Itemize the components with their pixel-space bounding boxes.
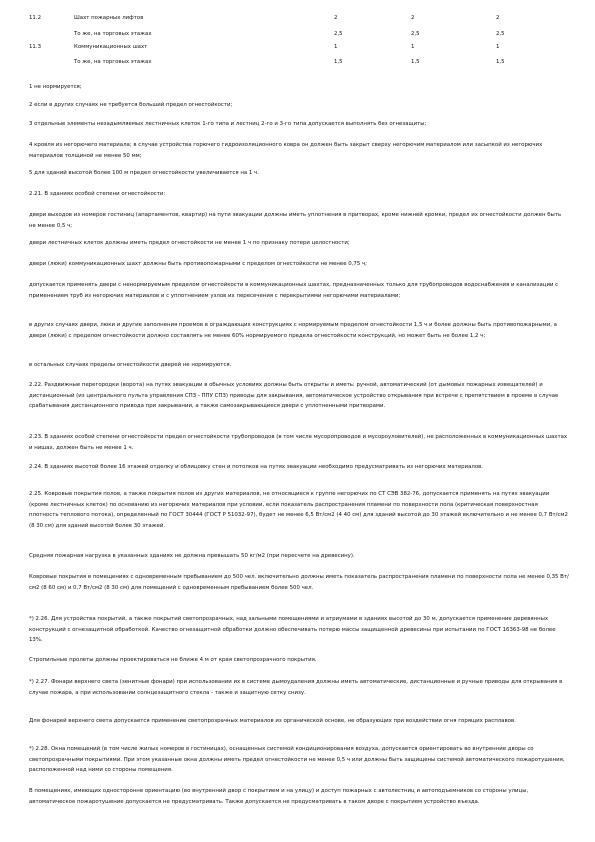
note-paragraph: 5 для зданий высотой более 100 м предел огнестойкости увеличивается на 1 ч. (29, 170, 259, 176)
row-name: То же, на торговых этажах (74, 31, 152, 37)
section-paragraph: 2.23. В зданиях особой степени огнестойкости предел огнестойкости трубопроводов (в том числе мусоропроводов и мусороуловителей), не расположенных в коммуникационных шахтах и нишах, должен быть не менее 1 ч. (29, 434, 568, 451)
section-paragraph: 2.25. Ковровые покрытия полов, а также покрытия полов из других материалов, не относящиеся к группе негорючих по СТ СЭВ 382-76, допускается применять на путях эвакуации (кроме лестничных клеток) по основанию из негорючих материалов при условии, если показатель распространения пламени по поверхности пола (критическая поверхностная плотность теплового потока), определенный по ГОСТ 30444 (ГОСТ Р 51032-97), будет не менее 6,5 Вт/см2 (4 40 см) для зданий высотой до 30 этажей включительно и не менее 0,7 Вт/см2 (8 30 см) для зданий высотой более 30 этажей. (29, 491, 568, 529)
note-paragraph: 2 если в других случаях не требуется больший предел огнестойкости; (29, 102, 233, 108)
body-paragraph: Ковровые покрытия в помещениях с одновременным пребыванием до 500 чел. включительно должны иметь показатель распространения пламени по поверхности пола не менее 0,35 Вт/см2 (8 60 см) и 0,7 Вт/см2 (8 30 см) для помещений с одновременным пребыванием более 500 чел. (29, 574, 569, 591)
body-paragraph: двери (люки) коммуникационных шахт должны быть противопожарными с пределом огнестойкости не менее 0,75 ч; (29, 261, 367, 267)
body-paragraph: Средняя пожарная нагрузка в указанных зданиях не должна превышать 50 кг/м2 (при пересчете на древесину). (29, 553, 355, 559)
note-paragraph: 4 кровля из негорючего материала; в случае устройства горючего гидроизоляционного ковра он должен быть закрыт сверху негорючим материалом или засыпкой из негорючих материалов толщиной не менее 50 мм; (29, 142, 543, 159)
row-number: 11.2 (29, 15, 42, 21)
row-value: 2 (334, 15, 338, 21)
row-value: 2,5 (411, 31, 420, 37)
body-paragraph: в остальных случаях пределы огнестойкости дверей не нормируются. (29, 362, 232, 368)
row-name: Коммуникационных шахт (74, 44, 148, 50)
row-number: 11.3 (29, 44, 42, 50)
body-paragraph: В помещениях, имеющих односторонне ориентацию (во внутренний двор с покрытием и на улицу) и доступ пожарных с автолестниц и автоподъемников со стороны улицы, автоматическое пожаротушение допускается не предусматривать. Также допускается не предусматривать в таком дворе с покрытием устройство въезда. (29, 788, 529, 805)
row-value: 2,5 (496, 31, 505, 37)
row-value: 1 (334, 44, 338, 50)
section-paragraph: 2.21. В зданиях особой степени огнестойкости: (29, 191, 166, 197)
row-value: 2,5 (334, 31, 343, 37)
row-value: 2 (496, 15, 500, 21)
body-paragraph: Стропильные пролеты должны проектироваться не ближе 4 м от края светопрозрачного покрытия. (29, 657, 317, 663)
body-paragraph: двери лестничных клеток должны иметь предел огнестойкости не менее 1 ч по признаку потери целостности; (29, 240, 350, 246)
table-row (0, 42, 595, 53)
row-name: Шахт пожарных лифтов (74, 15, 144, 21)
body-paragraph: Для фонарей верхнего света допускается применение светопрозрачных материалов из органической основе, не образующих при воздействии огня горящих расплавов. (29, 718, 516, 724)
section-paragraph: *) 2.26. Для устройства покрытий, а также покрытий светопрозрачных, над зальными помещениями и атриумами в зданиях высотой до 30 м, допускается применение деревянных конструкций с огнезащитной обработкой. Качество огнезащитной обработки должно обеспечивать потерю массы защищенной древесины при испытании по ГОСТ 16363-98 не более 13%. (29, 616, 556, 643)
row-value: 1,5 (334, 59, 343, 65)
table-row (0, 13, 595, 24)
section-paragraph: 2.22. Раздвижные перегородки (ворота) на путях эвакуации в обычных условиях должны быть открыты и иметь: ручной, автоматический (от дымовых пожарных извещателей) и дистанционный (из центрального пульта управления СПЗ - ППУ СПЗ) приводы для закрывания, автоматическое устройство открывания при встрече с препятствием в проеме в случае срабатывания дистанционного привода при закрывании, а также самозакрывающиеся двери с уплотненными притворами. (29, 382, 559, 409)
note-paragraph: 1 не нормируется; (29, 84, 82, 90)
row-value: 1,5 (411, 59, 420, 65)
row-name: То же, на торговых этажах (74, 59, 152, 65)
row-value: 1,5 (496, 59, 505, 65)
section-paragraph: 2.24. В зданиях высотой более 16 этажей отделку и облицовку стен и потолков на путях эвакуации необходимо предусматривать из негорючих материалов. (29, 464, 484, 470)
table-row (0, 29, 595, 40)
body-paragraph: допускается применять двери с ненормируемым пределом огнестойкости в коммуникационных шахтах, предназначенных только для трубопроводов водоснабжения и канализации с применением труб из негорючих материалов и с уплотнением узлов их пересечения с перекрытиями негорючими материалами; (29, 282, 559, 299)
row-value: 1 (496, 44, 500, 50)
note-paragraph: 3 отдельные элементы незадымляемых лестничных клеток 1-го типа и лестниц 2-го и 3-го типа допускается выполнять без огнезащиты; (29, 121, 427, 127)
row-value: 1 (411, 44, 415, 50)
table-row (0, 57, 595, 68)
body-paragraph: в других случаях двери, люки и другие заполнения проемов в ограждающих конструкциях с нормируемым пределом огнестойкости 1,5 ч и более должны быть противопожарными, а двери (люки) с пределом огнестойкости должно составлять не менее 60% нормируемого предела огнестойкости конструкций, но может быть не более 1,2 ч; (29, 322, 557, 339)
section-paragraph: *) 2.28. Окна помещений (в том числе жилых номеров в гостиницах), оснащенных системой кондиционирования воздуха, допускается ориентировать во внутренние дворы со светопрозрачными покрытиями. При этом указанные окна должны иметь предел огнестойкости не менее 0,5 ч или должны быть защищены системой автоматического пожаротушения, расположенной над ними со стороны помещения. (29, 746, 565, 773)
body-paragraph: двери выходов из номеров гостиниц (апартаментов, квартир) на пути эвакуации должны иметь уплотнения в притворах, кроме нижней кромки, предел их огнестойкости должен быть не менее 0,5 ч; (29, 212, 562, 229)
row-value: 2 (411, 15, 415, 21)
section-paragraph: *) 2.27. Фонари верхнего света (зенитные фонари) при использовании их в системе дымоудаления должны иметь автоматические, дистанционные и ручные приводы для открывания в случае пожара, а при использовании солнцезащитного стекла - также и защитную сетку снизу. (29, 679, 563, 696)
